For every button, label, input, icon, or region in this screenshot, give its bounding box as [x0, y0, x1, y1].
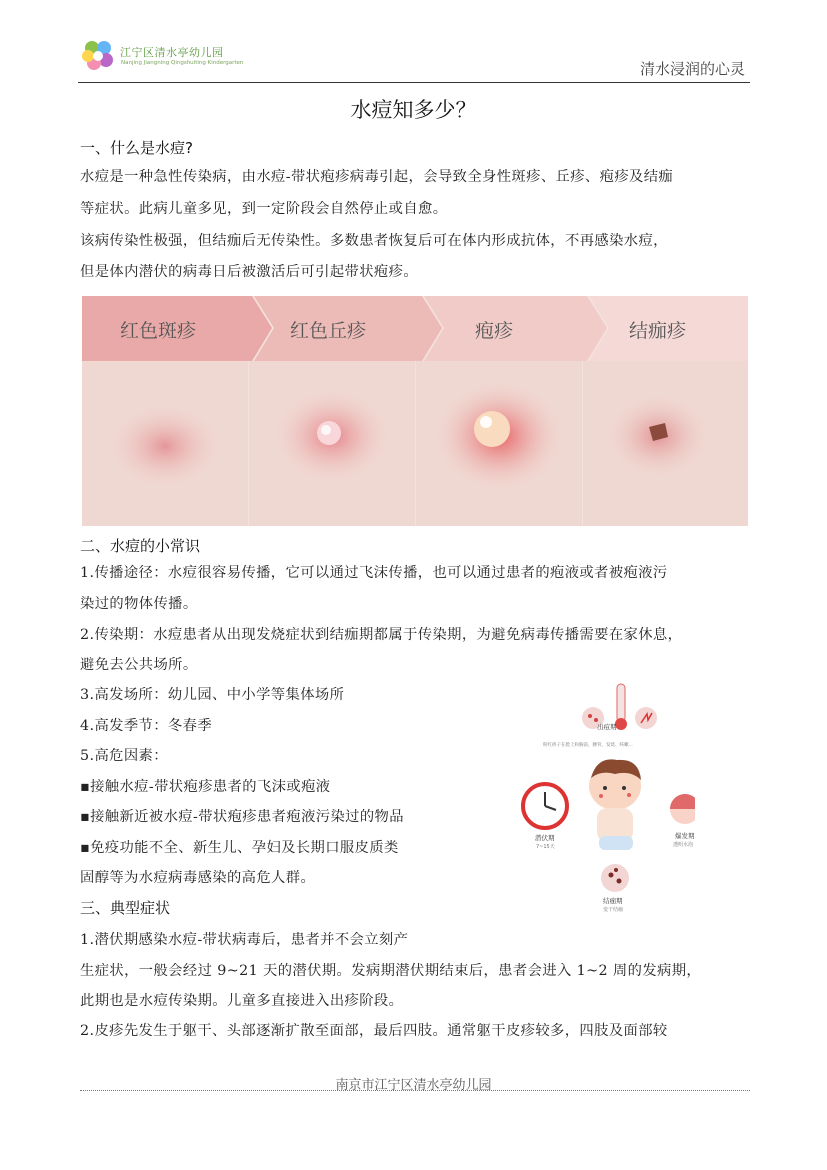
paragraph-line: 2.皮疹先发生于躯干、头部逐渐扩散至面部，最后四肢。通常躯干皮疹较多，四肢及面部较 [80, 1023, 668, 1039]
school-name: 江宁区清水亭幼儿园 [120, 46, 224, 59]
paragraph-line: 避免去公共场所。 [80, 657, 198, 673]
skin-papule [249, 361, 415, 526]
paragraph-line: 1.潜伏期感染水痘-带状病毒后，患者并不会立刻产 [80, 932, 409, 948]
vesicle-illustration [416, 361, 582, 526]
infographic-top-desc: 粉红疹子在脸上和胸前、腰背、发烧、咳嗽... [543, 743, 633, 748]
paragraph-line: 3.高发场所：幼儿园、中小学等集体场所 [80, 687, 345, 703]
infographic-bottom-label: 结痂期 [603, 897, 623, 905]
paragraph-line: 该病传染性极强，但结痂后无传染性。多数患者恢复后可在体内形成抗体，不再感染水痘， [80, 233, 668, 249]
scab-illustration [583, 361, 748, 526]
stage-label-vesicle: 疱疹 [475, 320, 514, 342]
section1-heading: 一、什么是水痘? [80, 139, 193, 157]
skin-scab [583, 361, 748, 526]
bullet-item: ▪免疫功能不全、新生儿、孕妇及长期口服皮质类 [80, 840, 399, 856]
school-sub: Nanjing Jiangning Qingshuiting Kindergarten [121, 60, 244, 66]
slogan: 清水浸润的心灵 [639, 60, 745, 78]
paragraph-line: 但是体内潜伏的病毒日后被激活后可引起带状疱疹。 [80, 264, 419, 280]
rash-stages-image [82, 296, 748, 526]
paragraph-line: 等症状。此病儿童多见，到一定阶段会自然停止或自愈。 [80, 201, 448, 217]
paragraph-line: 水痘是一种急性传染病，由水痘-带状疱疹病毒引起，会导致全身性斑疹、丘疹、疱疹及结痂 [80, 169, 674, 185]
infographic-right-desc: 透明水泡 [673, 842, 694, 848]
infographic-bottom-desc: 变干结痂 [603, 907, 624, 913]
paragraph-line: 1.传播途径：水痘很容易传播，它可以通过飞沫传播，也可以通过患者的疱液或者被疱液污 [80, 565, 668, 581]
paragraph-line: 2.传染期：水痘患者从出现发烧症状到结痂期都属于传染期，为避免病毒传播需要在家休息， [80, 627, 683, 643]
paragraph-line: 染过的物体传播。 [80, 596, 198, 612]
infographic-left-desc: 7~15天 [536, 844, 555, 850]
bullet-item: ▪接触新近被水痘-带状疱疹患者疱液污染过的物品 [80, 809, 404, 825]
footer-divider [80, 1090, 750, 1091]
footer-text: 南京市江宁区清水亭幼儿园 [335, 1078, 492, 1093]
chickenpox-stages-infographic [505, 678, 695, 928]
papule-illustration [249, 361, 415, 526]
infographic-top-label: 出痘期 [597, 723, 617, 731]
paragraph-line: 4.高发季节：冬春季 [80, 718, 213, 734]
skin-macule [82, 361, 248, 526]
stage-label-red-papule: 红色丘疹 [290, 320, 367, 342]
paragraph-line: 生症状，一般会经过 9~21 天的潜伏期。发病期潜伏期结束后，患者会进入 1~2 周的发病期， [80, 963, 702, 979]
kindergarten-logo [80, 38, 116, 74]
infographic-right-label: 爆发期 [675, 832, 695, 840]
stage-label-red-macule: 红色斑疹 [120, 320, 197, 342]
infographic-drawing [505, 678, 695, 928]
skin-vesicle [416, 361, 582, 526]
macule-illustration [82, 361, 248, 526]
paragraph-line: 5.高危因素： [80, 748, 168, 764]
paragraph-line: 此期也是水痘传染期。儿童多直接进入出疹阶段。 [80, 993, 404, 1009]
header-divider [78, 82, 750, 83]
paragraph-line: 固醇等为水痘病毒感染的高危人群。 [80, 870, 316, 886]
page-title: 水痘知多少？ [350, 98, 477, 122]
section2-heading: 二、水痘的小常识 [80, 537, 201, 555]
infographic-left-label: 潜伏期 [535, 834, 555, 842]
stage-label-scab: 结痂疹 [629, 320, 687, 342]
section3-heading: 三、典型症状 [80, 899, 171, 917]
bullet-item: ▪接触水痘-带状疱疹患者的飞沫或疱液 [80, 779, 331, 795]
